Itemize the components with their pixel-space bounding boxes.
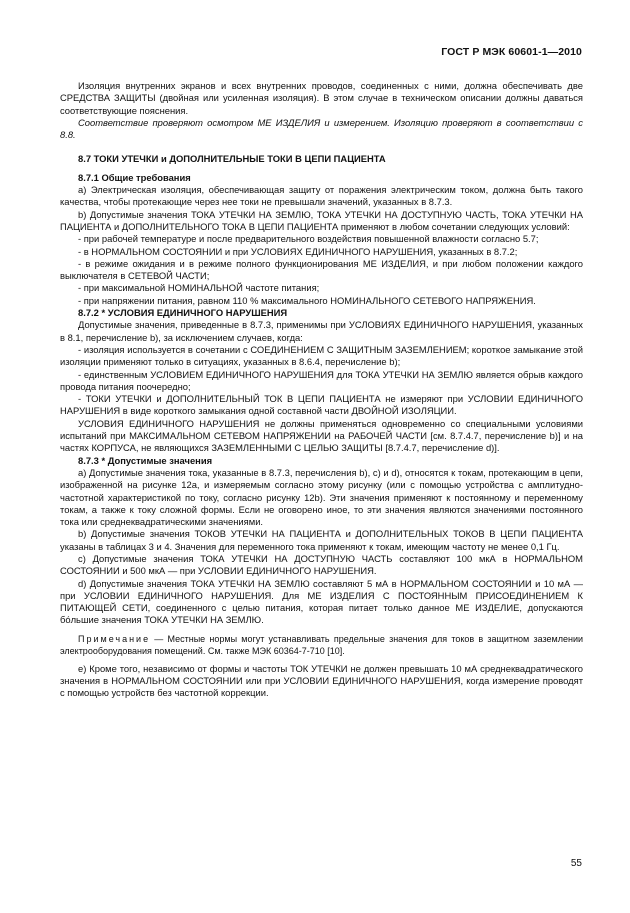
section-title-8-7-1: 8.7.1 Общие требования	[78, 171, 191, 183]
section-title-8-7-2: 8.7.2 * УСЛОВИЯ ЕДИНИЧНОГО НАРУШЕНИЯ	[78, 307, 288, 319]
page-number: 55	[570, 858, 582, 869]
list-item: - единственным УСЛОВИЕМ ЕДИНИЧНОГО НАРУШЕНИЯ для ТОКА УТЕЧКИ НА ЗЕМЛЮ является обрыв каждого провода питания поочередно;	[60, 368, 583, 392]
note	[60, 633, 583, 657]
list-item: - изоляция используется в сочетании с СОЕДИНЕНИЕМ С ЗАЩИТНЫМ ЗАЗЕМЛЕНИЕМ; короткое замыкание этой изоляции применяют только в ситуациях, указанных в 8.6.4, перечисление b);	[60, 343, 583, 368]
list-item: а) Электрическая изоляция, обеспечивающая защиту от поражения электрическим током, должна быть такого качества, чтобы протекающие через нее токи не превышали значений, указанных в 8.7.3.	[60, 184, 583, 208]
standard-code-header: ГОСТ Р МЭК 60601-1—2010	[441, 46, 582, 58]
list-item: - ТОКИ УТЕЧКИ и ДОПОЛНИТЕЛЬНЫЙ ТОК В ЦЕПИ ПАЦИЕНТА не измеряют при УСЛОВИИ ЕДИНИЧНОГО НАРУШЕНИЯ в виде короткого замыкания одной составной части ДВОЙНОЙ ИЗОЛЯЦИИ.	[60, 393, 583, 417]
list-item: b) Допустимые значения ТОКА УТЕЧКИ НА ЗЕМЛЮ, ТОКА УТЕЧКИ НА ДОСТУПНУЮ ЧАСТЬ, ТОКА УТЕЧКИ НА ПАЦИЕНТА и ДОПОЛНИТЕЛЬНОГО ТОКА В ЦЕПИ ПАЦИЕНТА применяют в любом сочетании следующих условий:	[60, 208, 583, 232]
list-item: е) Кроме того, независимо от формы и частоты ТОК УТЕЧКИ не должен превышать 10 мА среднеквадратического значения в НОРМАЛЬНОМ СОСТОЯНИИ или при УСЛОВИИ ЕДИНИЧНОГО НАРУШЕНИЯ, когда измерение проводят с помощью устройств без частотной коррекции.	[60, 662, 583, 699]
list-item: а) Допустимые значения тока, указанные в 8.7.3, перечисления b), c) и d), относятся к токам, протекающим в цепи, изображенной на рисунке 12а, и измеряемым согласно этому рисунку (или с помощью устройства с амплитудно-частотной характеристикой по току, согласно рисунку 12b). Эти значения применяют к постоянному и переменному токам, а также к току сложной формы. Если не оговорено иное, то эти значения являются значениями постоянного тока или среднеквадратическими значениями.	[60, 466, 583, 528]
section-title-8-7: 8.7 ТОКИ УТЕЧКИ и ДОПОЛНИТЕЛЬНЫЕ ТОКИ В ЦЕПИ ПАЦИЕНТА	[78, 153, 386, 165]
list-item: - при рабочей температуре и после предварительного воздействия повышенной влажности согласно 5.7;	[78, 233, 539, 245]
note-text: — Местные нормы могут устанавливать предельные значения для токов в защитном заземлении электрооборудования помещений. См. также МЭК 60364-7-710 [10].	[60, 633, 583, 656]
list-item: b) Допустимые значения ТОКОВ УТЕЧКИ НА ПАЦИЕНТА и ДОПОЛНИТЕЛЬНЫХ ТОКОВ В ЦЕПИ ПАЦИЕНТА указаны в таблицах 3 и 4. Значения для переменного тока применяют к токам, имеющим частоту не менее 0,1 Гц.	[60, 528, 583, 552]
paragraph: УСЛОВИЯ ЕДИНИЧНОГО НАРУШЕНИЯ не должны применяться одновременно со специальными условиями испытаний при МАКСИМАЛЬНОМ СЕТЕВОМ НАПРЯЖЕНИИ на РАБОЧЕЙ ЧАСТИ [см. 8.7.4.7, перечисление b)] и на частях КОРПУСА, не являющихся ЗАЗЕМЛЕННЫМИ С ЦЕЛЬЮ ЗАЩИТЫ [8.7.4.7, перечисление d)].	[60, 417, 583, 454]
paragraph: Допустимые значения, приведенные в 8.7.3, применимы при УСЛОВИЯХ ЕДИНИЧНОГО НАРУШЕНИЯ, указанных в 8.1, перечисление b), за исключением случаев, когда:	[60, 319, 583, 343]
list-item: - при напряжении питания, равном 110 % максимального НОМИНАЛЬНОГО СЕТЕВОГО НАПРЯЖЕНИЯ.	[78, 294, 536, 306]
list-item: - в режиме ожидания и в режиме полного функционирования МЕ ИЗДЕЛИЯ, и при любом положении каждого выключателя в СЕТЕВОЙ ЧАСТИ;	[60, 257, 583, 282]
note-lead: Примечание	[78, 633, 151, 644]
paragraph: Изоляция внутренних экранов и всех внутренних проводов, соединенных с ними, должна обеспечивать две СРЕДСТВА ЗАЩИТЫ (двойная или усиленная изоляция). В этом случае в техническом описании должны даваться соответствующие пояснения.	[60, 80, 583, 116]
list-item: d) Допустимые значения ТОКА УТЕЧКИ НА ЗЕМЛЮ составляют 5 мА в НОРМАЛЬНОМ СОСТОЯНИИ и 10 мА — при УСЛОВИИ ЕДИНИЧНОГО НАРУШЕНИЯ. Для МЕ ИЗДЕЛИЯ С ПОСТОЯННЫМ ПРИСОЕДИНЕНИЕМ К ПИТАЮЩЕЙ СЕТИ, соединенного с целью питания, которая питает только данное МЕ ИЗДЕЛИЕ, допускаются бо́льшие значения ТОКА УТЕЧКИ НА ЗЕМЛЮ.	[60, 577, 583, 626]
list-item: с) Допустимые значения ТОКА УТЕЧКИ НА ДОСТУПНУЮ ЧАСТЬ составляют 100 мкА в НОРМАЛЬНОМ СОСТОЯНИИ и 500 мкА — при УСЛОВИИ ЕДИНИЧНОГО НАРУШЕНИЯ.	[60, 552, 583, 577]
list-item: - в НОРМАЛЬНОМ СОСТОЯНИИ и при УСЛОВИЯХ ЕДИНИЧНОГО НАРУШЕНИЯ, указанных в 8.7.2;	[78, 245, 518, 257]
page-content	[60, 80, 583, 700]
compliance-note: Соответствие проверяют осмотром МЕ ИЗДЕЛИЯ и измерением. Изоляцию проверяют в соответствии с 8.8.	[60, 116, 583, 141]
list-item: - при максимальной НОМИНАЛЬНОЙ частоте питания;	[78, 282, 320, 294]
section-title-8-7-3: 8.7.3 * Допустимые значения	[78, 454, 213, 466]
